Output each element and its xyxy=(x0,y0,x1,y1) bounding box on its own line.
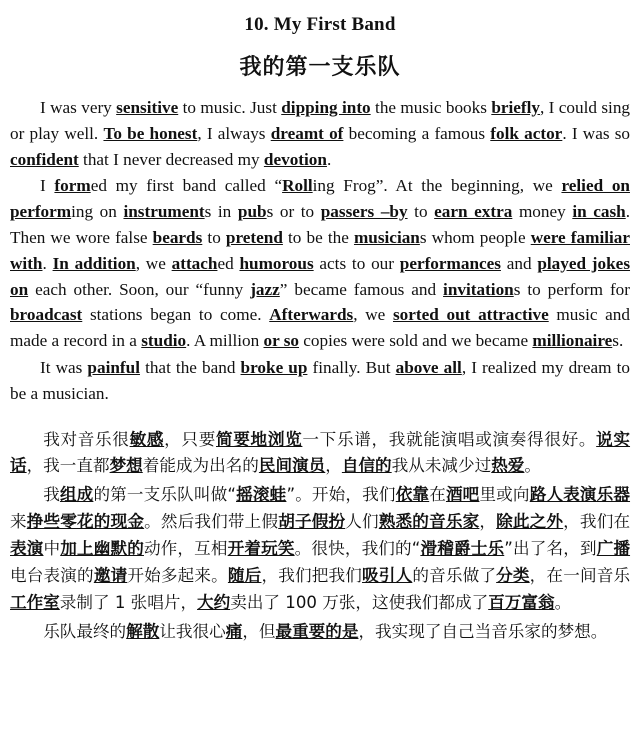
english-paragraph-1: I was very sensitive to music. Just dipping into the music books briefly, I could sing or play well. To be honest, I always dreamt of becoming a famous folk actor. I was so confident that I never decreased my devotion. xyxy=(10,98,631,169)
english-paragraph-3: It was painful that the band broke up finally. But above all, I realized my dream to be a musician. xyxy=(10,357,630,403)
chinese-paragraph-1: 我对音乐很敏感，只要简要地浏览一下乐谱，我就能演唱或演奏得很好。说实话，我一直都梦想着能成为出名的民间演员，自信的我从未减少过热爱。 xyxy=(10,429,631,476)
english-passage xyxy=(10,95,630,407)
page-title-chinese: 我的第一支乐队 xyxy=(239,55,401,80)
page-title-english: 10. My First Band xyxy=(244,14,396,35)
english-paragraph-2: I formed my first band called “Rolling Frog”. At the beginning, we relied on performing on instruments in pubs or to passers –by to earn extra money in cash. Then we wore false beards to pretend to be the musicians whom people were familiar with. In addition, we attached humorous acts to our performances and played jokes on each other. Soon, our “funny jazz” became famous and invitations to perform for broadcast stations began to come. Afterwards, we sorted out attractive music and made a record in a studio. A million or so copies were sold and we became millionaires. xyxy=(10,176,631,351)
chinese-paragraph-2: 我组成的第一支乐队叫做“摇滚蛙”。开始，我们依靠在酒吧里或向路人表演乐器来挣些零花的现金。然后我们带上假胡子假扮人们熟悉的音乐家，除此之外，我们在表演中加上幽默的动作，互相开着玩笑。很快，我们的“滑稽爵士乐”出了名，到广播电台表演的邀请开始多起来。随后，我们把我们吸引人的音乐做了分类，在一间音乐工作室录制了 1 张唱片，大约卖出了 100 万张，这使我们都成了百万富翁。 xyxy=(10,485,631,612)
chinese-paragraph-3: 乐队最终的解散让我很心痛，但最重要的是，我实现了自己当音乐家的梦想。 xyxy=(43,621,608,641)
chinese-translation xyxy=(10,427,630,646)
